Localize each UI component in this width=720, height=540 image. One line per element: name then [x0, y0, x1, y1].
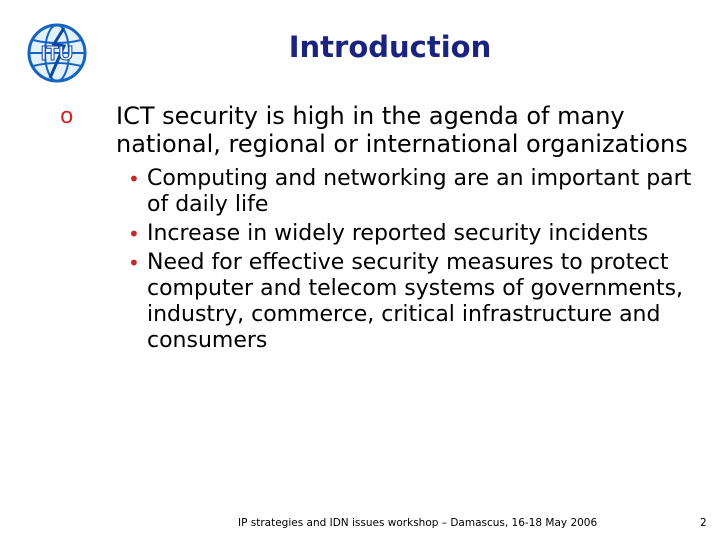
itu-globe-icon	[24, 20, 90, 86]
sub-bullet-item	[128, 250, 700, 354]
sub-bullet-text: Increase in widely reported security incidents	[147, 221, 649, 246]
sub-bullet-item	[128, 221, 700, 247]
bullet-marker-o: o	[60, 104, 74, 129]
sub-bullet-text: Computing and networking are an important part of daily life	[147, 166, 692, 217]
slide-footer: IP strategies and IDN issues workshop – Damascus, 16-18 May 2006	[238, 517, 598, 529]
sub-bullet-marker: •	[128, 251, 140, 275]
sub-bullet-marker: •	[128, 167, 140, 191]
sub-bullet-item	[128, 166, 700, 218]
sub-bullet-list	[60, 166, 700, 354]
slide-title: Introduction	[288, 30, 492, 64]
itu-logo	[24, 20, 90, 86]
bullet-text: ICT security is high in the agenda of many national, regional or international organizations	[116, 102, 688, 158]
bullet-level1	[60, 102, 700, 158]
slide-content	[60, 102, 700, 357]
sub-bullet-text: Need for effective security measures to protect computer and telecom systems of governments, industry, commerce, critical infrastructure and consumers	[147, 250, 684, 353]
logo-text: ITU	[40, 43, 74, 65]
sub-bullet-marker: •	[128, 222, 140, 246]
page-number: 2	[700, 517, 707, 529]
